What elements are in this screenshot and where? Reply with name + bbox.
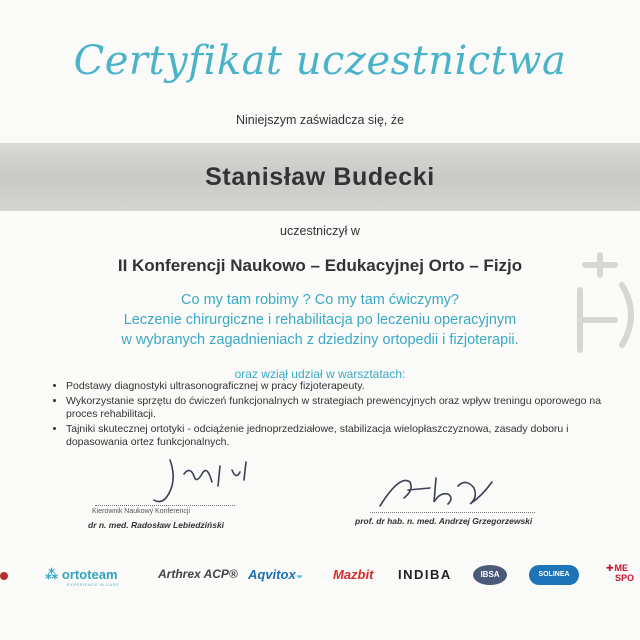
sponsor-logo-medi: [606, 563, 634, 583]
conference-subtitle: [0, 290, 640, 350]
left-signature-caption: Kierownik Naukowy Konferencji: [92, 508, 191, 515]
medi-cross-icon: ✚: [606, 563, 614, 573]
conference-name: II Konferencji Naukowo – Edukacyjnej Orto – Fizjo: [117, 256, 523, 275]
ortoteam-icon: ⁂: [45, 567, 62, 582]
sponsor-logo-arthrex: Arthrex ACP®: [158, 567, 238, 581]
medi-line1: ME: [614, 563, 629, 573]
subtitle-line: w wybranych zagadnieniach z dziedziny ortopedii i fizjoterapii.: [121, 332, 519, 348]
ortoteam-wordmark: ortoteam: [61, 567, 118, 582]
workshop-item: • Tajniki skutecznej ortotyki - odciążenie jednoprzedziałowe, stabilizacja wielopłaszczyznowa, zasady doboru i dopasowania ortez funkcjonalnych.: [66, 423, 614, 450]
subtitle-line: Co my tam robimy ? Co my tam ćwiczymy?: [181, 292, 459, 308]
left-signature-line: [95, 505, 235, 506]
left-signature: [140, 452, 260, 510]
sponsor-logo-mazbit: Mazbit: [333, 567, 374, 582]
sponsor-logo-aqvitox: [248, 567, 304, 582]
workshops-list: [50, 380, 614, 451]
right-signature: [370, 468, 500, 516]
sponsor-logo-solinea: SOLINEA: [529, 565, 579, 585]
right-signature-line: [370, 512, 535, 513]
aqvitox-wordmark: Aqvitox: [248, 567, 296, 582]
ortoteam-tagline: EXPERIENCE IN CARE: [67, 582, 120, 587]
right-signatory-name: prof. dr hab. n. med. Andrzej Grzegorzewski: [355, 516, 533, 526]
workshops-header: oraz wziął udział w warsztatach:: [234, 367, 406, 381]
left-signatory-name: dr n. med. Radosław Lebiedziński: [88, 520, 225, 530]
sponsor-logo-ortoteam: [45, 567, 120, 587]
participated-text: uczestniczył w: [280, 224, 360, 238]
participant-name: Stanisław Budecki: [205, 163, 435, 191]
workshop-item: • Wykorzystanie sprzętu do ćwiczeń funkcjonalnych w strategiach prewencyjnych oraz wpływ treningu oporowego na proces rehabilitacji.: [66, 395, 614, 422]
certificate-title: Certyfikat uczestnictwa: [73, 38, 567, 84]
medi-line2: SPO: [615, 573, 635, 583]
subtitle-line: Leczenie chirurgiczne i rehabilitacja po leczeniu operacyjnym: [123, 312, 517, 328]
intro-text: Niniejszym zaświadcza się, że: [235, 113, 405, 127]
sponsor-logo-ibsa: IBSA: [473, 565, 507, 585]
sponsor-logo-indiba: INDIBA: [398, 567, 452, 582]
watermark-logo: [560, 245, 640, 365]
sponsors-bar: [0, 560, 640, 590]
wave-icon: ◒: [295, 567, 304, 582]
workshop-item: • Podstawy diagnostyki ultrasonograficznej w pracy fizjoterapeuty.: [66, 380, 614, 394]
